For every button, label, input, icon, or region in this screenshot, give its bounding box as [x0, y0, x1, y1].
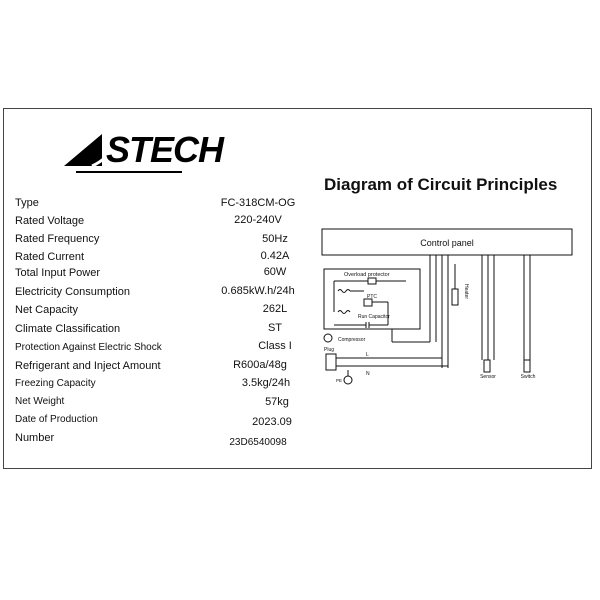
heater-label: Heater	[463, 284, 469, 300]
spec-value-refrigerant: R600a/48g	[233, 359, 287, 371]
line-n-label: N	[366, 371, 370, 377]
plug-label: Plug	[324, 347, 335, 353]
diagram-title: Diagram of Circuit Principles	[324, 175, 558, 194]
spec-label-rated-frequency: Rated Frequency	[15, 233, 100, 245]
circuit-diagram	[318, 224, 578, 394]
run-capacitor-label: Run Capacitor	[358, 314, 390, 320]
spec-value-net-capacity: 262L	[262, 303, 288, 315]
spec-value-freezing-capacity: 3.5kg/24h	[241, 377, 291, 389]
spec-value-type: FC-318CM-OG	[220, 197, 296, 209]
spec-label-rated-voltage: Rated Voltage	[15, 215, 85, 227]
plug-body	[326, 354, 336, 370]
spec-value-rated-frequency: 50Hz	[262, 233, 288, 245]
switch-label: Switch	[520, 374, 536, 380]
spec-label-refrigerant: Refrigerant and Inject Amount	[15, 360, 161, 372]
pe-label: PE	[336, 378, 343, 383]
spec-label-climate-classification: Climate Classification	[15, 323, 121, 335]
spec-label-rated-current: Rated Current	[15, 251, 85, 263]
spec-value-protection: Class I	[258, 340, 292, 352]
brand-name: STECH	[106, 129, 224, 170]
overload-protector-label: Overload protector	[344, 272, 390, 278]
line-l-label: L	[366, 352, 369, 358]
spec-label-date-of-production: Date of Production	[15, 414, 98, 425]
spec-value-date-of-production: 2023.09	[252, 416, 292, 428]
switch-body	[524, 360, 530, 372]
spec-label-total-input-power: Total Input Power	[15, 267, 100, 279]
spec-value-electricity-consumption: 0.685kW.h/24h	[221, 285, 295, 297]
heater-element	[452, 289, 458, 305]
spec-label-net-weight: Net Weight	[15, 396, 65, 407]
spec-label-net-capacity: Net Capacity	[15, 304, 78, 316]
spec-value-rated-voltage: 220-240V	[234, 214, 282, 226]
spec-value-rated-current: 0.42A	[260, 250, 290, 262]
sensor-body	[484, 360, 490, 372]
ptc-label: PTC	[367, 294, 377, 300]
spec-label-number: Number	[15, 432, 55, 444]
spec-value-net-weight: 57kg	[265, 396, 289, 408]
sensor-label: Sensor	[480, 374, 496, 380]
spec-label-protection: Protection Against Electric Shock	[15, 342, 162, 353]
spec-label-type: Type	[15, 197, 39, 209]
control-panel-label: Control panel	[420, 238, 474, 248]
compressor-label: Compressor	[338, 337, 366, 343]
spec-label-electricity-consumption: Electricity Consumption	[15, 286, 130, 298]
spec-label-freezing-capacity: Freezing Capacity	[15, 378, 96, 389]
spec-value-number: 23D6540098	[229, 437, 287, 448]
spec-value-climate-classification: ST	[267, 322, 283, 334]
spec-value-total-input-power: 60W	[263, 266, 287, 278]
